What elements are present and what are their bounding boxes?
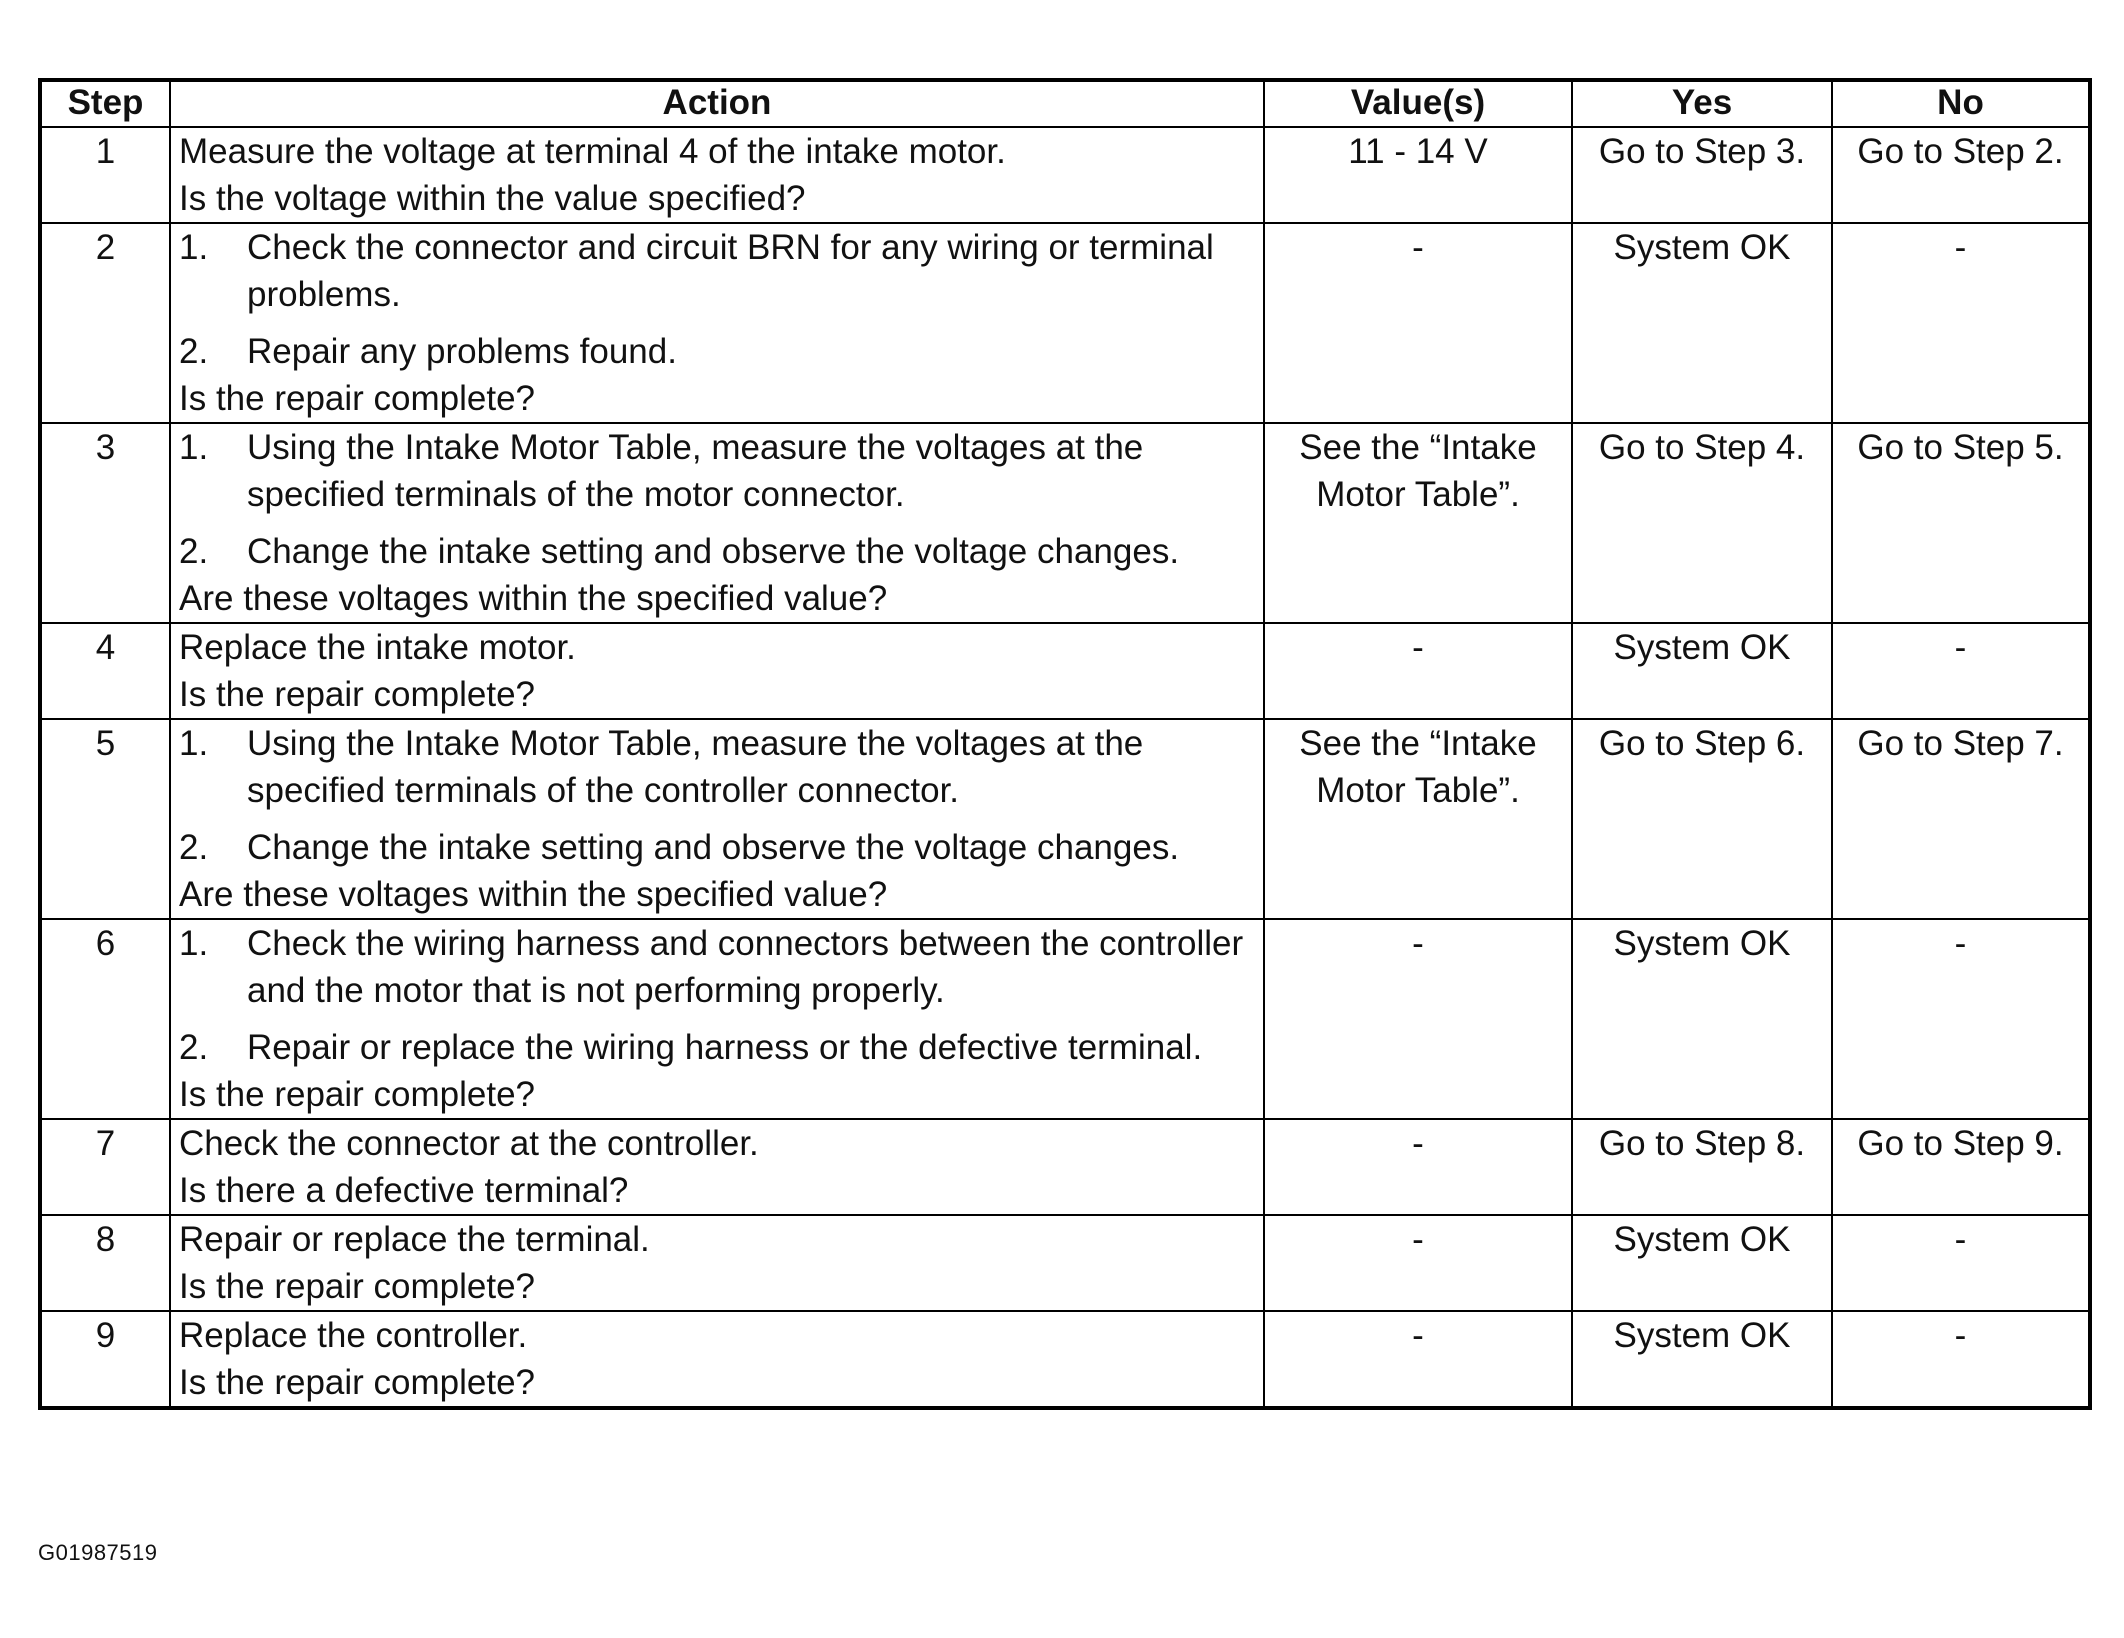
header-no: No: [1832, 80, 2090, 127]
action-text: Measure the voltage at terminal 4 of the intake motor.: [179, 132, 1006, 171]
list-item-text: Using the Intake Motor Table, measure the voltages at the specified terminals of the motor connector.: [247, 428, 1144, 514]
value-cell: -: [1264, 1311, 1572, 1408]
yes-cell: Go to Step 8.: [1572, 1119, 1832, 1215]
value-cell: -: [1264, 1119, 1572, 1215]
yes-cell: System OK: [1572, 1215, 1832, 1311]
no-cell: Go to Step 2.: [1832, 127, 2090, 223]
no-cell: -: [1832, 919, 2090, 1119]
action-cell: [170, 423, 1264, 623]
value-cell: 11 - 14 V: [1264, 127, 1572, 223]
list-item-text: Repair any problems found.: [247, 332, 677, 371]
figure-id: G01987519: [38, 1540, 158, 1565]
value-cell: -: [1264, 623, 1572, 719]
no-cell: -: [1832, 1311, 2090, 1408]
no-cell: -: [1832, 1215, 2090, 1311]
yes-cell: Go to Step 4.: [1572, 423, 1832, 623]
table-body: [40, 127, 2090, 1408]
yes-cell: Go to Step 6.: [1572, 719, 1832, 919]
header-action: Action: [170, 80, 1264, 127]
table-row: [40, 127, 2090, 223]
list-item-number: 2.: [179, 332, 209, 371]
action-cell: [170, 1119, 1264, 1215]
value-cell: See the “Intake Motor Table”.: [1264, 423, 1572, 623]
table-row: [40, 223, 2090, 423]
list-item-text: Using the Intake Motor Table, measure the voltages at the specified terminals of the controller connector.: [247, 724, 1144, 810]
step-number: 1: [40, 127, 170, 223]
value-cell: See the “Intake Motor Table”.: [1264, 719, 1572, 919]
action-text: Repair or replace the terminal.: [179, 1220, 650, 1259]
no-cell: Go to Step 5.: [1832, 423, 2090, 623]
list-item-number: 2.: [179, 828, 209, 867]
table-row: [40, 919, 2090, 1119]
action-question: Is the repair complete?: [179, 1363, 536, 1402]
yes-cell: System OK: [1572, 223, 1832, 423]
step-number: 4: [40, 623, 170, 719]
yes-cell: System OK: [1572, 623, 1832, 719]
list-item-number: 1.: [179, 428, 209, 467]
list-item-number: 1.: [179, 228, 209, 267]
action-question: Is the repair complete?: [179, 1267, 536, 1306]
action-cell: [170, 127, 1264, 223]
action-list-item: [179, 1024, 1257, 1071]
list-item-text: Change the intake setting and observe the voltage changes.: [247, 532, 1180, 571]
action-list-item: [179, 824, 1257, 871]
table-row: [40, 1119, 2090, 1215]
yes-cell: System OK: [1572, 1311, 1832, 1408]
list-item-number: 2.: [179, 532, 209, 571]
no-cell: -: [1832, 223, 2090, 423]
list-item-number: 1.: [179, 924, 209, 963]
action-list-item: [179, 720, 1257, 814]
action-text: Replace the intake motor.: [179, 628, 576, 667]
header-row: [40, 80, 2090, 127]
action-text: Check the connector at the controller.: [179, 1124, 759, 1163]
action-question: Are these voltages within the specified value?: [179, 875, 888, 914]
action-cell: [170, 223, 1264, 423]
table-row: [40, 719, 2090, 919]
step-number: 9: [40, 1311, 170, 1408]
list-item-number: 1.: [179, 724, 209, 763]
step-number: 6: [40, 919, 170, 1119]
action-cell: [170, 1311, 1264, 1408]
diagnostic-table: [38, 78, 2092, 1410]
step-number: 2: [40, 223, 170, 423]
action-cell: [170, 719, 1264, 919]
step-number: 7: [40, 1119, 170, 1215]
table-row: [40, 423, 2090, 623]
header-step: Step: [40, 80, 170, 127]
header-values: Value(s): [1264, 80, 1572, 127]
list-item-text: Check the connector and circuit BRN for any wiring or terminal problems.: [247, 228, 1214, 314]
no-cell: -: [1832, 623, 2090, 719]
list-item-text: Change the intake setting and observe the voltage changes.: [247, 828, 1180, 867]
yes-cell: Go to Step 3.: [1572, 127, 1832, 223]
no-cell: Go to Step 9.: [1832, 1119, 2090, 1215]
action-cell: [170, 919, 1264, 1119]
action-cell: [170, 1215, 1264, 1311]
no-cell: Go to Step 7.: [1832, 719, 2090, 919]
value-cell: -: [1264, 223, 1572, 423]
step-number: 5: [40, 719, 170, 919]
action-text: Replace the controller.: [179, 1316, 528, 1355]
action-list-item: [179, 224, 1257, 318]
yes-cell: System OK: [1572, 919, 1832, 1119]
action-question: Is there a defective terminal?: [179, 1171, 629, 1210]
list-item-number: 2.: [179, 1028, 209, 1067]
action-question: Is the voltage within the value specified?: [179, 179, 806, 218]
action-list-item: [179, 328, 1257, 375]
step-number: 8: [40, 1215, 170, 1311]
action-question: Are these voltages within the specified value?: [179, 579, 888, 618]
action-list-item: [179, 424, 1257, 518]
action-question: Is the repair complete?: [179, 675, 536, 714]
table-row: [40, 1311, 2090, 1408]
value-cell: -: [1264, 1215, 1572, 1311]
value-cell: -: [1264, 919, 1572, 1119]
list-item-text: Repair or replace the wiring harness or the defective terminal.: [247, 1028, 1203, 1067]
header-yes: Yes: [1572, 80, 1832, 127]
action-cell: [170, 623, 1264, 719]
action-list-item: [179, 528, 1257, 575]
action-question: Is the repair complete?: [179, 1075, 536, 1114]
table-row: [40, 623, 2090, 719]
list-item-text: Check the wiring harness and connectors between the controller and the motor that is not performing properly.: [247, 924, 1244, 1010]
action-question: Is the repair complete?: [179, 379, 536, 418]
step-number: 3: [40, 423, 170, 623]
table-row: [40, 1215, 2090, 1311]
action-list-item: [179, 920, 1257, 1014]
